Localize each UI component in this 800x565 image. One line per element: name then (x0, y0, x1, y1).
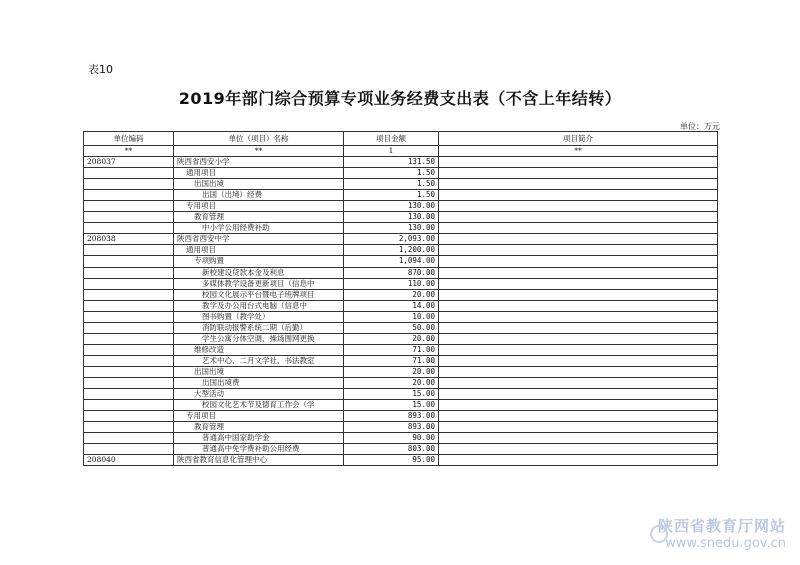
cell-code (84, 322, 174, 333)
cell-intro (439, 333, 718, 344)
cell-code (84, 333, 174, 344)
cell-name: 艺术中心、二月文学社、书法教室 (174, 355, 344, 366)
table-row (84, 179, 718, 190)
cell-code (84, 168, 174, 179)
cell-amount: 2,093.00 (344, 234, 439, 245)
cell-intro (439, 289, 718, 300)
cell-intro (439, 267, 718, 278)
cell-intro (439, 278, 718, 289)
cell-name: 通用项目 (174, 168, 344, 179)
cell-amount: 15.00 (344, 400, 439, 411)
cell-name: 陕西省西安中学 (174, 234, 344, 245)
cell-amount: 1.50 (344, 190, 439, 201)
cell-intro (439, 422, 718, 433)
page-title: 2019年部门综合预算专项业务经费支出表（不含上年结转） (178, 89, 622, 108)
cell-amount: 20.00 (344, 377, 439, 388)
cell-name: 维修改造 (174, 344, 344, 355)
cell-amount: 870.00 (344, 267, 439, 278)
cell-code (84, 179, 174, 190)
cell-code: 208038 (84, 234, 174, 245)
table-row (84, 256, 718, 267)
table-row (84, 300, 718, 311)
watermark-url: www.snedu.gov.cn (665, 536, 786, 551)
cell-amount: 20.00 (344, 366, 439, 377)
cell-name: 专用项目 (174, 411, 344, 422)
table-row (84, 157, 718, 168)
cell-code (84, 444, 174, 455)
table-number: 表10 (88, 63, 113, 76)
cell-amount: 893.00 (344, 422, 439, 433)
cell-code (84, 256, 174, 267)
table-row (84, 455, 718, 466)
table-row (84, 278, 718, 289)
cell-intro (439, 355, 718, 366)
col-header-name: 单位（项目）名称 (174, 132, 344, 146)
cell-intro (439, 212, 718, 223)
cell-intro (439, 245, 718, 256)
cell-amount: 1.50 (344, 168, 439, 179)
cell-amount: 71.00 (344, 344, 439, 355)
cell-amount: 130.00 (344, 212, 439, 223)
cell-name: 新校建设贷款本金及利息 (174, 267, 344, 278)
col-header-intro: 项目简介 (439, 132, 718, 146)
cell-name: 专用项目 (174, 201, 344, 212)
cell-intro: ** (439, 146, 718, 157)
table-row (84, 400, 718, 411)
cell-code: ** (84, 146, 174, 157)
cell-amount: 20.00 (344, 289, 439, 300)
cell-code (84, 223, 174, 234)
cell-amount: 95.00 (344, 455, 439, 466)
cell-code (84, 400, 174, 411)
col-header-code: 单位编码 (84, 132, 174, 146)
cell-amount: 131.50 (344, 157, 439, 168)
cell-intro (439, 300, 718, 311)
table-row (84, 212, 718, 223)
cell-intro (439, 157, 718, 168)
cell-code (84, 245, 174, 256)
cell-code (84, 377, 174, 388)
cell-amount: 20.00 (344, 333, 439, 344)
cell-code (84, 433, 174, 444)
cell-amount: 893.00 (344, 411, 439, 422)
cell-amount: 15.00 (344, 389, 439, 400)
table-row (84, 433, 718, 444)
cell-name: 消防联动报警系统二期（后勤） (174, 322, 344, 333)
cell-name: 中小学公用经费补助 (174, 223, 344, 234)
cell-name: 出国出境费 (174, 377, 344, 388)
cell-code: 208037 (84, 157, 174, 168)
cell-code (84, 212, 174, 223)
cell-amount: 14.00 (344, 300, 439, 311)
cell-intro (439, 344, 718, 355)
cell-name: 校园文化展示平台暨电子班牌项目 (174, 289, 344, 300)
cell-amount: 1 (344, 146, 439, 157)
cell-code: 208040 (84, 455, 174, 466)
cell-intro (439, 256, 718, 267)
table-row (84, 146, 718, 157)
cell-amount: 130.00 (344, 223, 439, 234)
cell-intro (439, 389, 718, 400)
cell-name: 通用项目 (174, 245, 344, 256)
table-body (84, 146, 718, 466)
table-row (84, 366, 718, 377)
cell-name: 陕西省教育信息化管理中心 (174, 455, 344, 466)
cell-name: ** (174, 146, 344, 157)
table-row (84, 411, 718, 422)
cell-code (84, 389, 174, 400)
cell-amount: 803.00 (344, 444, 439, 455)
cell-code (84, 289, 174, 300)
cell-amount: 1,094.00 (344, 256, 439, 267)
cell-intro (439, 201, 718, 212)
cell-amount: 50.00 (344, 322, 439, 333)
cell-amount: 71.00 (344, 355, 439, 366)
table-row (84, 289, 718, 300)
cell-code (84, 190, 174, 201)
cell-intro (439, 223, 718, 234)
cell-code (84, 311, 174, 322)
table-header-row (84, 132, 718, 146)
cell-name: 出国出境 (174, 179, 344, 190)
cell-name: 大型活动 (174, 389, 344, 400)
cell-name: 普通高中国家助学金 (174, 433, 344, 444)
cell-intro (439, 433, 718, 444)
cell-name: 学生公寓分体空调、操场围网更换 (174, 333, 344, 344)
cell-code (84, 300, 174, 311)
budget-table (83, 131, 718, 466)
cell-intro (439, 234, 718, 245)
table-row (84, 201, 718, 212)
cell-intro (439, 444, 718, 455)
table-row (84, 389, 718, 400)
cell-code (84, 344, 174, 355)
table-row (84, 311, 718, 322)
cell-amount: 1.50 (344, 179, 439, 190)
cell-amount: 110.00 (344, 278, 439, 289)
cell-amount: 130.00 (344, 201, 439, 212)
table-row (84, 344, 718, 355)
table-row (84, 245, 718, 256)
cell-name: 专项购置 (174, 256, 344, 267)
cell-intro (439, 168, 718, 179)
cell-name: 教学及办公用台式电脑（信息中 (174, 300, 344, 311)
cell-code (84, 278, 174, 289)
table-row (84, 355, 718, 366)
table-row (84, 322, 718, 333)
watermark-site-name: 陕西省教育厅网站 (657, 517, 786, 535)
cell-intro (439, 411, 718, 422)
cell-name: 出国（出境）经费 (174, 190, 344, 201)
cell-intro (439, 455, 718, 466)
cell-name: 出国出境 (174, 366, 344, 377)
table-row (84, 190, 718, 201)
cell-intro (439, 179, 718, 190)
cell-code (84, 366, 174, 377)
cell-code (84, 267, 174, 278)
cell-intro (439, 366, 718, 377)
watermark (658, 515, 786, 551)
cell-intro (439, 311, 718, 322)
table-row (84, 267, 718, 278)
cell-amount: 90.00 (344, 433, 439, 444)
table-row (84, 168, 718, 179)
table-row (84, 422, 718, 433)
cell-name: 普通高中免学费补助公用经费 (174, 444, 344, 455)
cell-intro (439, 377, 718, 388)
cell-name: 教育管理 (174, 212, 344, 223)
cell-amount: 10.00 (344, 311, 439, 322)
cell-name: 校园文化艺术节及德育工作会（学 (174, 400, 344, 411)
table-row (84, 444, 718, 455)
table-row (84, 234, 718, 245)
cell-intro (439, 190, 718, 201)
cell-intro (439, 322, 718, 333)
cell-name: 教育管理 (174, 422, 344, 433)
cell-code (84, 411, 174, 422)
cell-code (84, 422, 174, 433)
cell-intro (439, 400, 718, 411)
cell-name: 图书购置（教学处） (174, 311, 344, 322)
table-row (84, 333, 718, 344)
cell-amount: 1,200.00 (344, 245, 439, 256)
col-header-amount: 项目金额 (344, 132, 439, 146)
cell-name: 陕西省西安小学 (174, 157, 344, 168)
table-row (84, 377, 718, 388)
unit-label: 单位：万元 (680, 122, 720, 131)
table-row (84, 223, 718, 234)
cell-name: 多媒体教学设备更新项目（信息中 (174, 278, 344, 289)
cell-code (84, 201, 174, 212)
cell-code (84, 355, 174, 366)
